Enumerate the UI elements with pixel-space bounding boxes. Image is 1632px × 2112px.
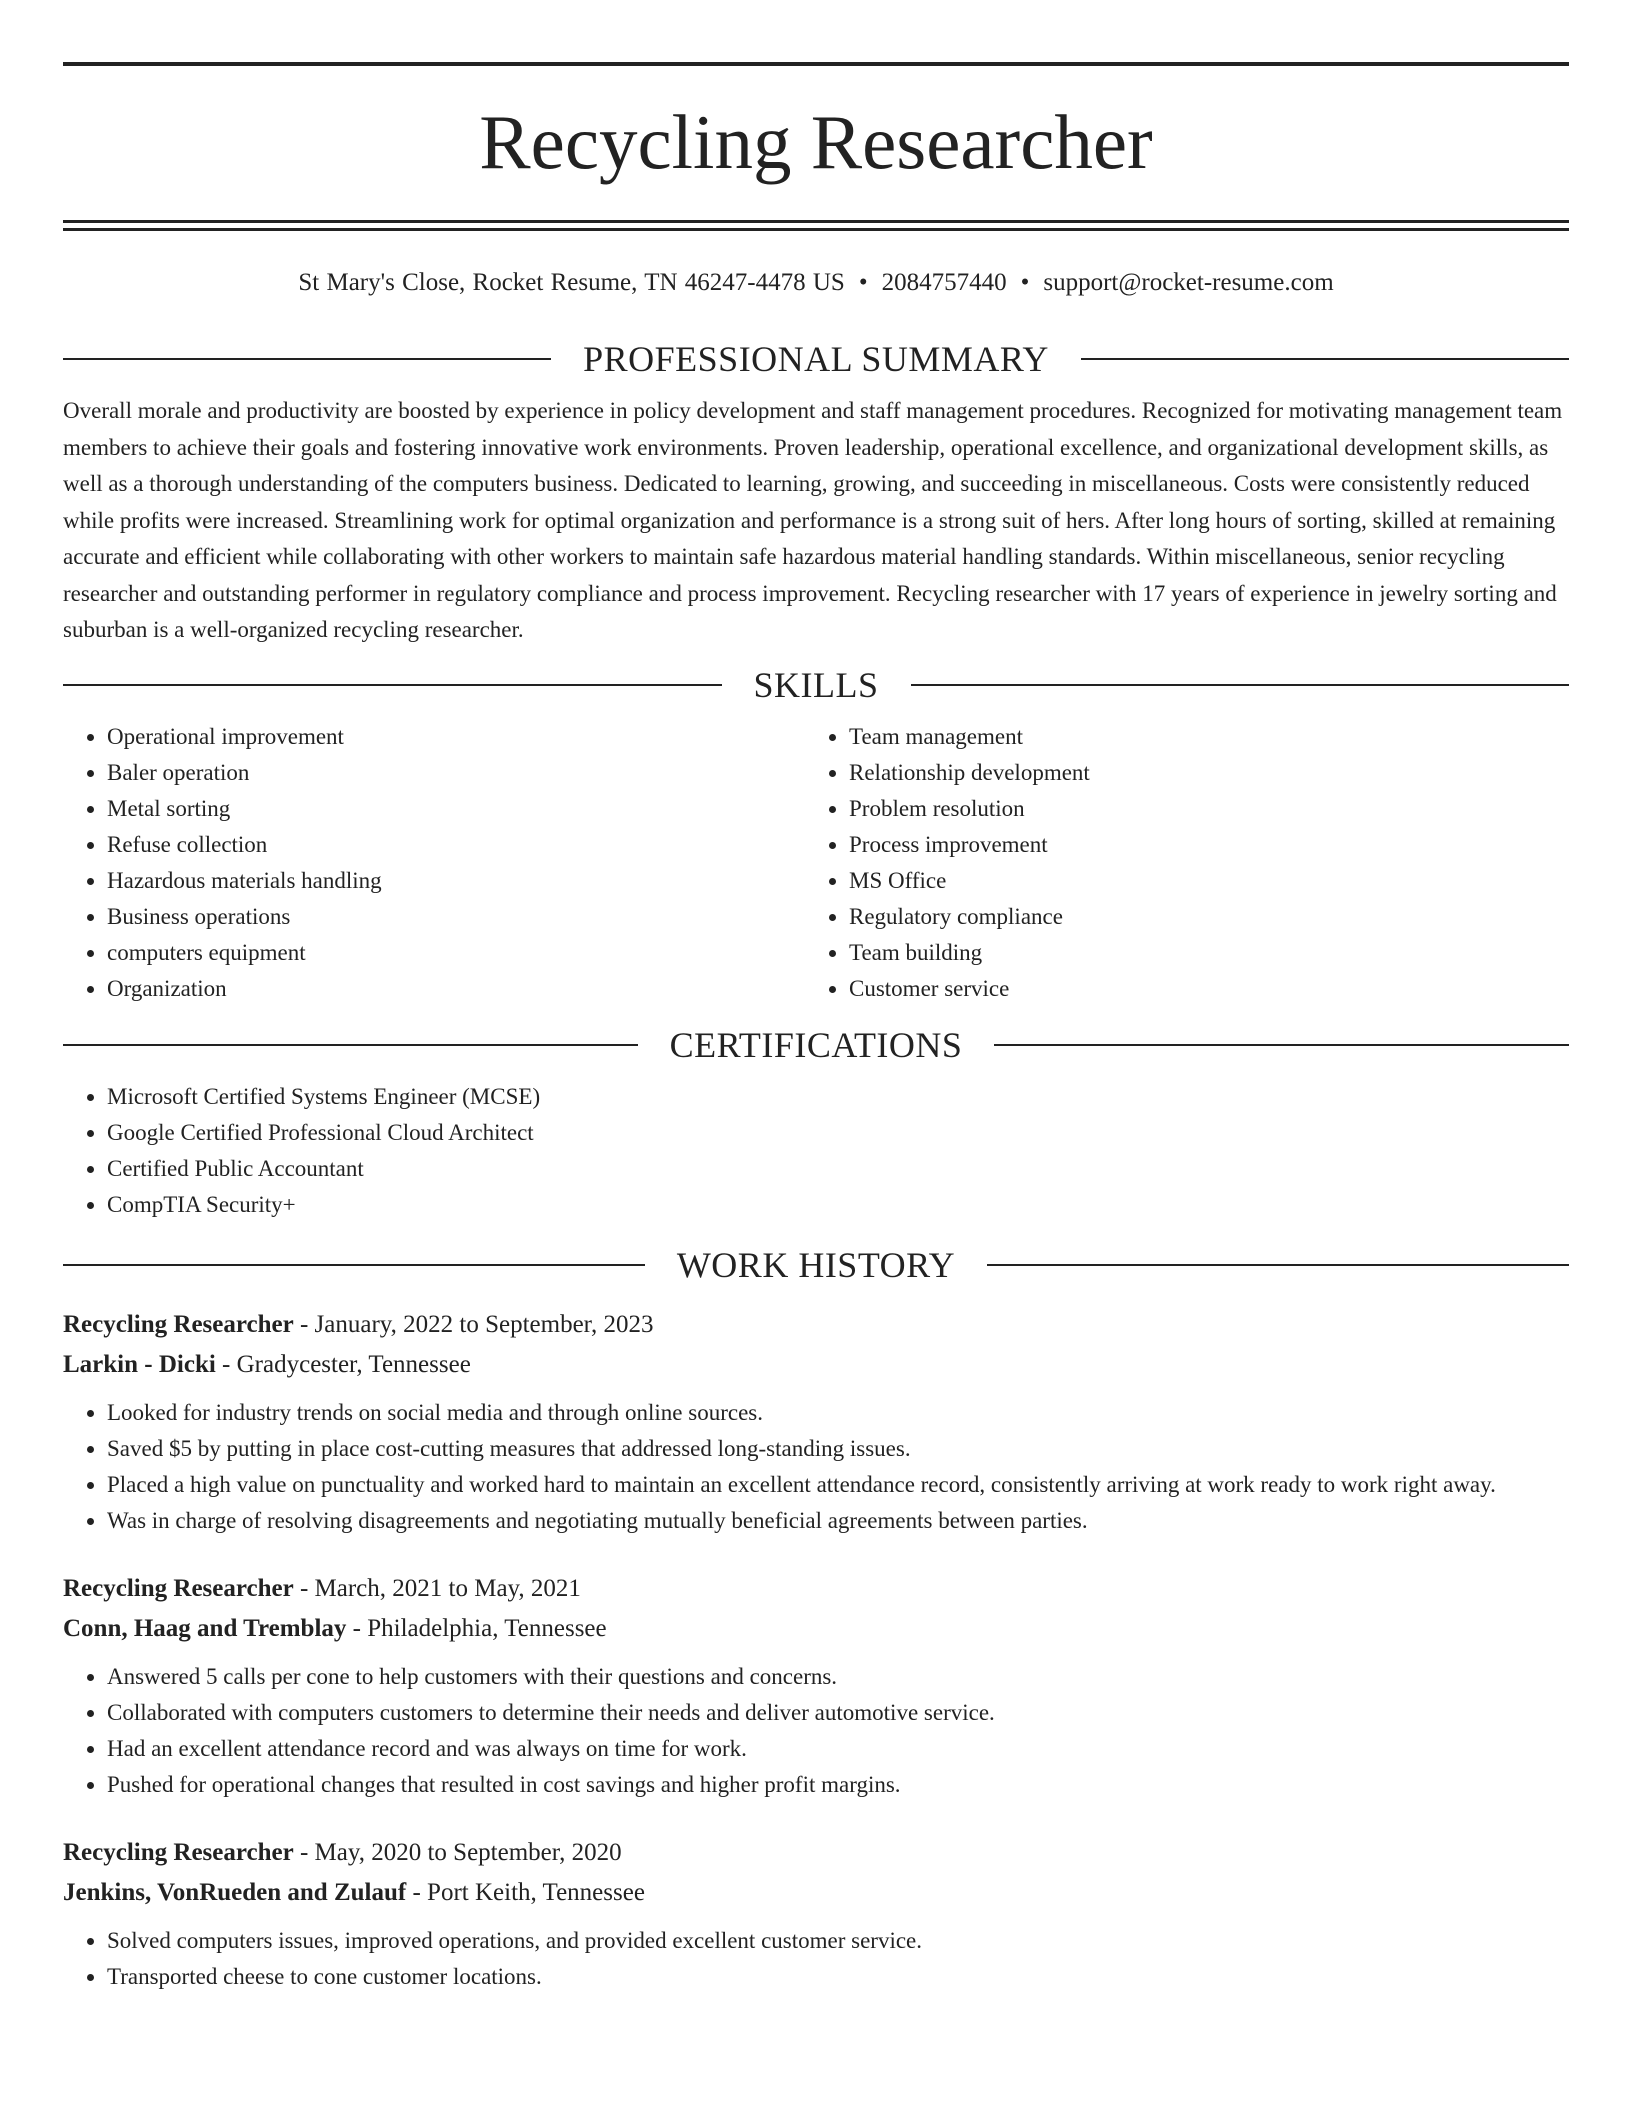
list-item: • computers equipment bbox=[107, 935, 805, 971]
list-item: • Business operations bbox=[107, 899, 805, 935]
list-item: • Answered 5 calls per cone to help customers with their questions and concerns. bbox=[107, 1659, 1569, 1695]
top-rule bbox=[63, 62, 1569, 66]
skills-section-title: SKILLS bbox=[753, 664, 879, 705]
certifications-section-header bbox=[63, 1021, 1569, 1069]
list-item: • Metal sorting bbox=[107, 791, 805, 827]
job-location: - Port Keith, Tennessee bbox=[406, 1878, 645, 1906]
job-dates: - May, 2020 to September, 2020 bbox=[293, 1838, 622, 1866]
list-item: • Google Certified Professional Cloud Architect bbox=[107, 1115, 1569, 1151]
resume-name: Recycling Researcher bbox=[479, 99, 1153, 185]
certifications-section-title: CERTIFICATIONS bbox=[669, 1024, 963, 1065]
summary-section-header bbox=[63, 335, 1569, 383]
section-divider bbox=[63, 684, 722, 686]
title-double-rule bbox=[63, 220, 1569, 231]
job-title-line bbox=[63, 1569, 1569, 1609]
job-dates: - January, 2022 to September, 2023 bbox=[293, 1310, 654, 1338]
list-item: • Team management bbox=[849, 719, 1547, 755]
job-company-line bbox=[63, 1609, 1569, 1649]
work-section-header bbox=[63, 1241, 1569, 1289]
list-item: • Looked for industry trends on social media and through online sources. bbox=[107, 1395, 1569, 1431]
list-item: • Placed a high value on punctuality and worked hard to maintain an excellent attendance record, consistently arriving at work ready to work right away. bbox=[107, 1467, 1569, 1503]
list-item: • Was in charge of resolving disagreements and negotiating mutually beneficial agreements between parties. bbox=[107, 1503, 1569, 1539]
list-item: • Saved $5 by putting in place cost-cutting measures that addressed long-standing issues. bbox=[107, 1431, 1569, 1467]
job-company: Larkin - Dicki bbox=[63, 1350, 216, 1378]
section-divider bbox=[911, 684, 1570, 686]
job-company: Conn, Haag and Tremblay bbox=[63, 1614, 347, 1642]
section-divider bbox=[63, 1264, 645, 1266]
job-bullets bbox=[63, 1923, 1569, 1995]
job-title-line bbox=[63, 1305, 1569, 1345]
job-title-line bbox=[63, 1833, 1569, 1873]
job-title: Recycling Researcher bbox=[63, 1310, 294, 1338]
section-divider bbox=[994, 1044, 1569, 1046]
list-item: • Collaborated with computers customers to determine their needs and deliver automotive service. bbox=[107, 1695, 1569, 1731]
certifications-list bbox=[63, 1079, 1569, 1223]
professional-summary: Overall morale and productivity are boosted by experience in policy development and staff management procedures. Recognized for motivating management team members to achieve their goals and fostering innovative work environments. Proven leadership, operational excellence, and organizational development skills, as well as a thorough understanding of the computers business. Dedicated to learning, growing, and succeeding in miscellaneous. Costs were consistently reduced while profits were increased. Streamlining work for optimal organization and performance is a strong suit of hers. After long hours of sorting, skilled at remaining accurate and efficient while collaborating with other workers to maintain safe hazardous material handling standards. Within miscellaneous, senior recycling researcher and outstanding performer in regulatory compliance and process improvement. Recycling researcher with 17 years of experience in jewelry sorting and suburban is a well-organized recycling researcher. bbox=[63, 398, 1563, 642]
contact-phone: 2084757440 bbox=[881, 269, 1007, 296]
list-item: • Baler operation bbox=[107, 755, 805, 791]
job-company-line bbox=[63, 1873, 1569, 1913]
section-divider bbox=[63, 358, 551, 360]
skills-list-left bbox=[63, 719, 805, 1007]
contact-line bbox=[63, 267, 1569, 299]
job-company-line bbox=[63, 1345, 1569, 1385]
job-title: Recycling Researcher bbox=[63, 1838, 294, 1866]
job-bullets bbox=[63, 1395, 1569, 1539]
list-item: • Solved computers issues, improved operations, and provided excellent customer service. bbox=[107, 1923, 1569, 1959]
list-item: • Pushed for operational changes that resulted in cost savings and higher profit margins. bbox=[107, 1767, 1569, 1803]
list-item: • Microsoft Certified Systems Engineer (MCSE) bbox=[107, 1079, 1569, 1115]
list-item: • Problem resolution bbox=[849, 791, 1547, 827]
work-section-title: WORK HISTORY bbox=[676, 1244, 956, 1285]
list-item: • Relationship development bbox=[849, 755, 1547, 791]
section-divider bbox=[63, 1044, 638, 1046]
job-bullets bbox=[63, 1659, 1569, 1803]
job-location: - Gradycester, Tennessee bbox=[215, 1350, 471, 1378]
contact-email: support@rocket-resume.com bbox=[1043, 269, 1334, 296]
section-divider bbox=[1081, 358, 1569, 360]
list-item: • Hazardous materials handling bbox=[107, 863, 805, 899]
job-entry bbox=[63, 1569, 1569, 1803]
summary-section-title: PROFESSIONAL SUMMARY bbox=[583, 339, 1049, 379]
list-item: • Refuse collection bbox=[107, 827, 805, 863]
job-title: Recycling Researcher bbox=[63, 1574, 294, 1602]
list-item: • Process improvement bbox=[849, 827, 1547, 863]
list-item: • Certified Public Accountant bbox=[107, 1151, 1569, 1187]
job-entry bbox=[63, 1833, 1569, 1995]
list-item: • Transported cheese to cone customer locations. bbox=[107, 1959, 1569, 1995]
list-item: • MS Office bbox=[849, 863, 1547, 899]
job-location: - Philadelphia, Tennessee bbox=[346, 1614, 607, 1642]
job-dates: - March, 2021 to May, 2021 bbox=[293, 1574, 581, 1602]
list-item: • Operational improvement bbox=[107, 719, 805, 755]
skills-columns bbox=[63, 709, 1569, 1007]
list-item: • Organization bbox=[107, 971, 805, 1007]
list-item: • Customer service bbox=[849, 971, 1547, 1007]
list-item: • Had an excellent attendance record and was always on time for work. bbox=[107, 1731, 1569, 1767]
skills-list-right bbox=[805, 719, 1547, 1007]
section-divider bbox=[987, 1264, 1569, 1266]
skills-section-header bbox=[63, 661, 1569, 709]
work-history bbox=[63, 1305, 1569, 1995]
list-item: • Team building bbox=[849, 935, 1547, 971]
contact-address: St Mary's Close, Rocket Resume, TN 46247-4478 US bbox=[298, 269, 845, 296]
contact-separator: • bbox=[858, 269, 868, 296]
job-company: Jenkins, VonRueden and Zulauf bbox=[63, 1878, 407, 1906]
job-entry bbox=[63, 1305, 1569, 1539]
list-item: • CompTIA Security+ bbox=[107, 1187, 1569, 1223]
list-item: • Regulatory compliance bbox=[849, 899, 1547, 935]
contact-separator: • bbox=[1020, 269, 1030, 296]
